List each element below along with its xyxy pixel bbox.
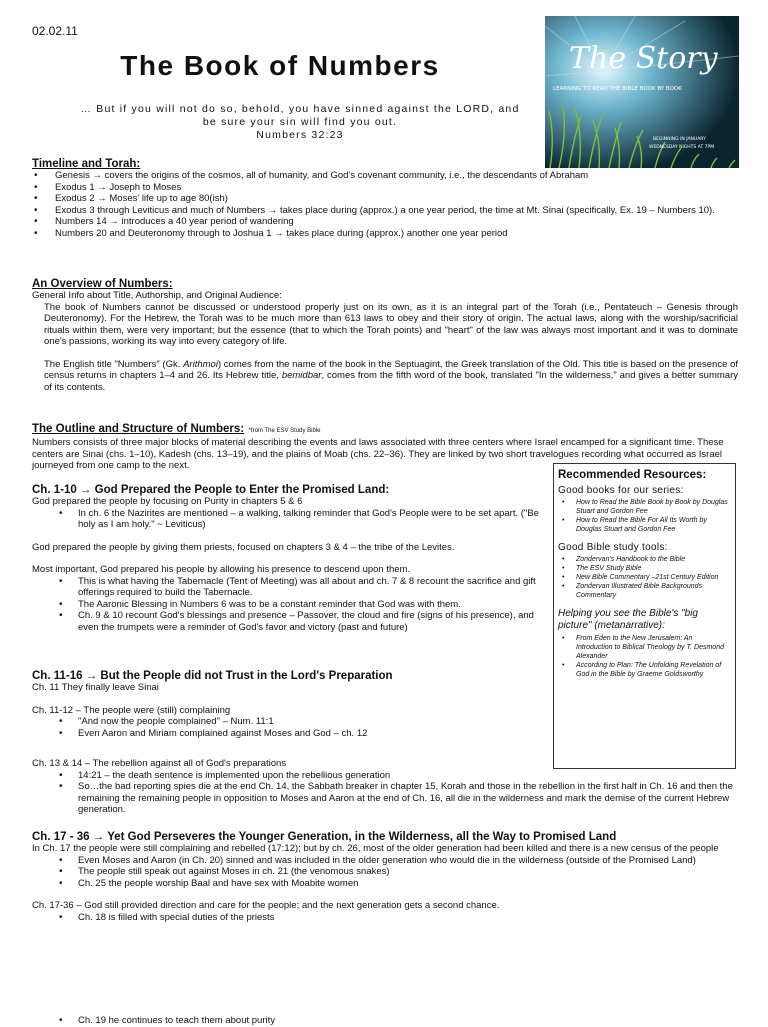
ch11-line-1: Ch. 11 They finally leave Sinai <box>32 682 159 693</box>
list-item: • "And now the people complained" – Num. 11:1 <box>32 716 544 728</box>
list-item: • Ch. 18 is filled with special duties of the priests <box>32 912 742 924</box>
list-item: • So…the bad reporting spies die at the end Ch. 14, the Sabbath breaker in chapter 15, Korah and those in the rebellion in the first half in Ch. 16 and then the remaining the remaining people in opposition to Moses and Aaron at the end of Ch. 16, all die in the wilderness and mark the demise of the current Hebrew generation. <box>32 781 742 816</box>
list-item: • The ESV Study Bible <box>558 564 729 573</box>
list-item: • How to Read the Bible For All Its Worth by Douglas Stuart and Gordon Fee <box>558 516 729 534</box>
ch11-line-3: Ch. 13 & 14 – The rebellion against all of God's preparations <box>32 758 287 769</box>
overview-subheading: General Info about Title, Authorship, and Original Audience: <box>32 290 282 301</box>
epigraph <box>30 103 570 142</box>
ch17-list-2 <box>32 912 742 924</box>
ch1-list-3 <box>32 576 540 634</box>
text-run: ) comes from the name of the book in the Septuagint, the Greek translation of the Old. This title is based on the presence of census returns in chapters 1–4 and 26. Its Hebrew title, <box>44 358 739 381</box>
text-run-italic: Arithmoi <box>183 358 218 370</box>
ch17-list-3 <box>32 1015 742 1027</box>
epigraph-line-1: … But if you will not do so, behold, you have sinned against the LORD, and <box>80 103 520 115</box>
resources-tools-list <box>558 555 729 600</box>
outline-source: *from The ESV Study Bible <box>248 428 321 434</box>
list-item: • Even Moses and Aaron (in Ch. 20) sinned and was included in the older generation who would die in the wilderness (outside of the Promised Land) <box>32 855 742 867</box>
timeline-list <box>32 170 744 239</box>
list-item: • Numbers 14 → introduces a 40 year period of wandering <box>32 216 744 228</box>
ch11-list-2 <box>32 716 544 739</box>
list-item: • The Aaronic Blessing in Numbers 6 was to be a constant reminder that God was with them. <box>32 599 540 611</box>
ch11-heading: Ch. 11-16 → But the People did not Trust in the Lord's Preparation <box>32 670 393 682</box>
list-item: • How to Read the Bible Book by Book by Douglas Stuart and Gordon Fee <box>558 498 729 516</box>
list-item: • Genesis → covers the origins of the cosmos, all of humanity, and God's covenant community, i.e., the descendants of Abraham <box>32 170 744 182</box>
ch1-section <box>32 484 540 633</box>
epigraph-reference: Numbers 32:23 <box>256 129 344 141</box>
ch11-line-2: Ch. 11-12 – The people were (still) complaining <box>32 704 231 716</box>
ch11-section <box>32 670 544 739</box>
series-cover-image <box>545 16 739 168</box>
epigraph-line-2: be sure your sin will find you out. <box>202 116 398 128</box>
overview-section <box>32 278 738 393</box>
resources-books-subheading: Good books for our series: <box>558 485 684 496</box>
timeline-section <box>32 158 744 239</box>
list-item: • Numbers 20 and Deuteronomy through to Joshua 1 → takes place during (approx.) another one year period <box>32 228 744 240</box>
list-item: • In ch. 6 the Nazirites are mentioned – a walking, talking reminder that God's People were to be set apart. ("Be holy as I am holy." ~ Leviticus) <box>32 508 540 531</box>
cover-artwork <box>545 16 739 168</box>
outline-intro: Numbers consists of three major blocks of material describing the events and laws associated with three centers where Israel encamped for a significant time. These centers are Sinai (chs. 1–10), Kadesh (chs. 13–19), and the plains of Moab (chs. 22–36). They are linked by two short travelogues recording what occurred as Israel journeyed from one camp to the next. <box>32 437 724 471</box>
cover-title: The Story <box>569 41 718 76</box>
ch1-line-2: God prepared the people by giving them priests, focused on chapters 3 & 4 – the tribe of the Levites. <box>32 541 455 553</box>
list-item: • Even Aaron and Miriam complained against Moses and God – ch. 12 <box>32 728 544 740</box>
ch11-list-3 <box>32 770 742 816</box>
ch17-intro: In Ch. 17 the people were still complaining and rebelled (17:12); but by ch. 26, most of the older generation had been killed and there is a new census of the people <box>32 843 719 854</box>
list-item: • Exodus 1 → Joseph to Moses <box>32 182 744 194</box>
overview-heading: An Overview of Numbers: <box>32 278 173 290</box>
overview-paragraph-2 <box>32 359 738 394</box>
list-item: • Zondervan Illustrated Bible Backgrounds Commentary <box>558 582 729 600</box>
ch17-heading: Ch. 17 - 36 → Yet God Perseveres the Younger Generation, in the Wilderness, all the Way to Promised Land <box>32 831 617 843</box>
overview-paragraph-1: The book of Numbers cannot be discussed or understood properly just on its own, as it is an integral part of the Torah (i.e., Pentateuch – Genesis through Deuteronomy). For the Hebrew, the Torah was to be much more than 613 laws to obey and their story of origin. The actual laws, along with the worship/sacrificial rituals within them, were very important; but the essence (that to which the Torah points) and "heart" of the law was always most important and it was to dominate one's passions, working its way into every category of life. <box>44 301 738 347</box>
ch17-list-1 <box>32 855 742 890</box>
resources-books-list <box>558 498 729 534</box>
ch1-list-1 <box>32 508 540 531</box>
text-run: The English title "Numbers" (Gk. <box>44 358 184 370</box>
recommended-resources-box <box>553 463 736 769</box>
page-title: The Book of Numbers <box>120 50 440 81</box>
outline-heading-row <box>32 419 742 437</box>
list-item: • Zondervan's Handbook to the Bible <box>558 555 729 564</box>
timeline-heading: Timeline and Torah: <box>32 158 141 170</box>
document-date: 02.02.11 <box>32 24 78 38</box>
list-item: • According to Plan: The Unfolding Revelation of God in the Bible by Graeme Goldsworthy <box>558 661 729 679</box>
text-run-italic: bemidbar <box>281 370 322 381</box>
resources-big-picture-subheading: Helping you see the Bible's "big picture" (metanarrative): <box>558 608 698 631</box>
list-item: • 14:21 – the death sentence is implemented upon the rebellious generation <box>32 770 742 782</box>
ch17-section <box>32 831 742 923</box>
ch1-line-1: God prepared the people by focusing on Purity in chapters 5 & 6 <box>32 496 303 507</box>
list-item: • This is what having the Tabernacle (Tent of Meeting) was all about and ch. 7 & 8 recount the sacrifice and gift offerings required to build the Tabernacle. <box>32 576 540 599</box>
list-item: • From Eden to the New Jerusalem: An Introduction to Biblical Theology by T. Desmond Alexander <box>558 634 729 661</box>
list-item: • Ch. 25 the people worship Baal and have sex with Moabite women <box>32 878 742 890</box>
page-bottom-cutoff <box>32 1015 742 1027</box>
cover-subtitle: LEARNING TO READ THE BIBLE BOOK BY BOOK <box>553 86 682 92</box>
text-run: , comes from the fifth word of the book, translated "In the wilderness," and gives a better summary of its contents. <box>44 370 738 393</box>
ch1-line-3: Most important, God prepared his people by allowing his presence to descend upon them. <box>32 564 411 575</box>
ch1-heading: Ch. 1-10 → God Prepared the People to Enter the Promised Land: <box>32 484 390 496</box>
list-item: • The people still speak out against Moses in ch. 21 (the venomous snakes) <box>32 866 742 878</box>
cover-note-1: BEGINNING IN JANUARY <box>653 137 706 142</box>
resources-heading: Recommended Resources: <box>558 469 707 481</box>
resources-tools-subheading: Good Bible study tools: <box>558 542 668 553</box>
ch17-line-2: Ch. 17-36 – God still provided direction and care for the people; and the next generation gets a second chance. <box>32 900 500 911</box>
list-item: • Exodus 2 → Moses' life up to age 80(ish) <box>32 193 744 205</box>
resources-big-picture-list <box>558 634 729 679</box>
list-item: • Ch. 19 he continues to teach them about purity <box>32 1015 742 1027</box>
list-item: • Exodus 3 through Leviticus and much of Numbers → takes place during (approx.) a one year period, the time at Mt. Sinai (specifically, Ex. 19 – Numbers 10). <box>32 205 744 217</box>
outline-heading: The Outline and Structure of Numbers: <box>32 423 245 435</box>
cover-note-2: WEDNESDAY NIGHTS AT 7PM <box>649 145 715 150</box>
list-item: • Ch. 9 & 10 recount God's blessings and presence – Passover, the cloud and fire (signs of his presence), and even the trumpets were a reminder of God's favor and victory (past and future) <box>32 610 540 633</box>
list-item: • New Bible Commentary –21st Century Edition <box>558 573 729 582</box>
